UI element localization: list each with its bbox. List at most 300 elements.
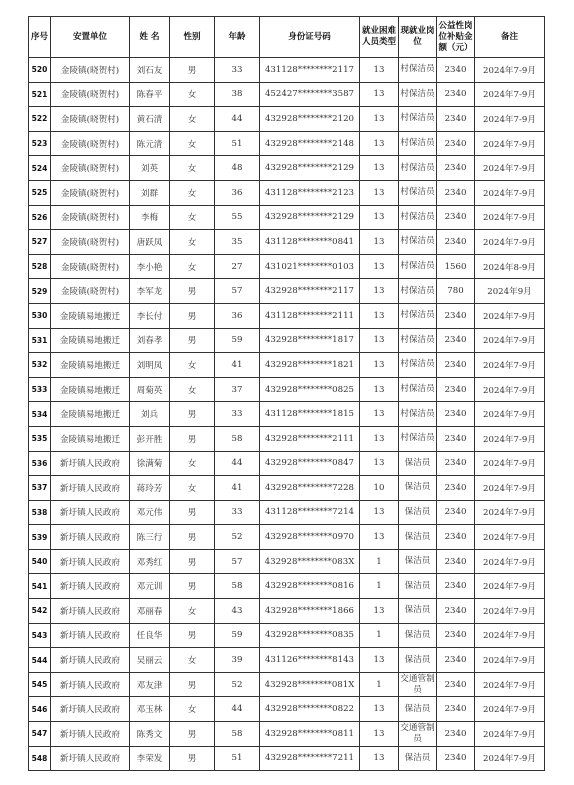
cell-age: 41 bbox=[215, 353, 260, 378]
cell-unit: 新圩镇人民政府 bbox=[51, 574, 130, 599]
cell-seq: 524 bbox=[29, 156, 51, 181]
cell-id-number: 452427********3587 bbox=[260, 82, 360, 107]
cell-post: 保洁员 bbox=[399, 648, 437, 673]
cell-post: 保洁员 bbox=[399, 476, 437, 501]
cell-age: 55 bbox=[215, 205, 260, 230]
cell-post: 村保洁员 bbox=[399, 107, 437, 132]
cell-age: 51 bbox=[215, 131, 260, 156]
cell-unit: 金陵镇易地搬迁 bbox=[51, 377, 130, 402]
cell-category: 13 bbox=[360, 377, 399, 402]
table-row bbox=[29, 746, 545, 771]
cell-post: 保洁员 bbox=[399, 697, 437, 722]
cell-name: 李军龙 bbox=[130, 279, 170, 304]
table-row bbox=[29, 525, 545, 550]
cell-name: 刘春孝 bbox=[130, 328, 170, 353]
cell-name: 吴丽云 bbox=[130, 648, 170, 673]
cell-note: 2024年7-9月 bbox=[475, 525, 545, 550]
cell-id-number: 432928********0811 bbox=[260, 722, 360, 747]
cell-post: 村保洁员 bbox=[399, 353, 437, 378]
cell-id-number: 432928********1866 bbox=[260, 599, 360, 624]
cell-id-number: 432928********081X bbox=[260, 672, 360, 697]
cell-subsidy: 2340 bbox=[437, 58, 475, 83]
cell-post: 保洁员 bbox=[399, 623, 437, 648]
table-row bbox=[29, 377, 545, 402]
table-row bbox=[29, 254, 545, 279]
cell-id-number: 432928********2120 bbox=[260, 107, 360, 132]
cell-id-number: 432928********2129 bbox=[260, 156, 360, 181]
cell-age: 52 bbox=[215, 525, 260, 550]
cell-subsidy: 2340 bbox=[437, 328, 475, 353]
cell-age: 36 bbox=[215, 303, 260, 328]
cell-subsidy: 2340 bbox=[437, 549, 475, 574]
cell-post: 保洁员 bbox=[399, 500, 437, 525]
cell-category: 13 bbox=[360, 82, 399, 107]
header-gender: 性别 bbox=[170, 17, 215, 58]
cell-note: 2024年7-9月 bbox=[475, 377, 545, 402]
cell-name: 徐满菊 bbox=[130, 451, 170, 476]
cell-unit: 金陵镇易地搬迁 bbox=[51, 353, 130, 378]
cell-post: 村保洁员 bbox=[399, 377, 437, 402]
cell-note: 2024年7-9月 bbox=[475, 180, 545, 205]
cell-note: 2024年7-9月 bbox=[475, 131, 545, 156]
cell-note: 2024年7-9月 bbox=[475, 476, 545, 501]
cell-name: 李小艳 bbox=[130, 254, 170, 279]
cell-id-number: 432928********0847 bbox=[260, 451, 360, 476]
cell-subsidy: 2340 bbox=[437, 476, 475, 501]
cell-age: 44 bbox=[215, 697, 260, 722]
table-row bbox=[29, 303, 545, 328]
cell-subsidy: 2340 bbox=[437, 131, 475, 156]
cell-name: 彭开胜 bbox=[130, 426, 170, 451]
cell-subsidy: 2340 bbox=[437, 426, 475, 451]
cell-id-number: 432928********2148 bbox=[260, 131, 360, 156]
cell-name: 陈春平 bbox=[130, 82, 170, 107]
cell-name: 刘石友 bbox=[130, 58, 170, 83]
cell-note: 2024年7-9月 bbox=[475, 722, 545, 747]
cell-post: 保洁员 bbox=[399, 574, 437, 599]
cell-seq: 535 bbox=[29, 426, 51, 451]
cell-note: 2024年7-9月 bbox=[475, 230, 545, 255]
cell-seq: 531 bbox=[29, 328, 51, 353]
cell-category: 13 bbox=[360, 205, 399, 230]
cell-post: 村保洁员 bbox=[399, 156, 437, 181]
cell-gender: 女 bbox=[170, 697, 215, 722]
cell-subsidy: 1560 bbox=[437, 254, 475, 279]
table-row bbox=[29, 107, 545, 132]
cell-gender: 男 bbox=[170, 672, 215, 697]
cell-category: 1 bbox=[360, 672, 399, 697]
cell-seq: 545 bbox=[29, 672, 51, 697]
cell-seq: 540 bbox=[29, 549, 51, 574]
cell-subsidy: 2340 bbox=[437, 402, 475, 427]
cell-id-number: 431126********8143 bbox=[260, 648, 360, 673]
cell-age: 33 bbox=[215, 58, 260, 83]
cell-unit: 金陵镇(晓贺村) bbox=[51, 156, 130, 181]
table-row bbox=[29, 328, 545, 353]
table-row bbox=[29, 230, 545, 255]
cell-category: 13 bbox=[360, 230, 399, 255]
cell-note: 2024年7-9月 bbox=[475, 426, 545, 451]
cell-seq: 526 bbox=[29, 205, 51, 230]
cell-seq: 543 bbox=[29, 623, 51, 648]
cell-category: 13 bbox=[360, 254, 399, 279]
cell-subsidy: 2340 bbox=[437, 353, 475, 378]
cell-gender: 男 bbox=[170, 549, 215, 574]
cell-name: 邓玉林 bbox=[130, 697, 170, 722]
cell-category: 13 bbox=[360, 58, 399, 83]
cell-category: 13 bbox=[360, 500, 399, 525]
cell-category: 13 bbox=[360, 131, 399, 156]
cell-subsidy: 2340 bbox=[437, 599, 475, 624]
table-row bbox=[29, 500, 545, 525]
cell-seq: 520 bbox=[29, 58, 51, 83]
cell-post: 交通管制员 bbox=[399, 722, 437, 747]
cell-gender: 女 bbox=[170, 353, 215, 378]
cell-age: 44 bbox=[215, 107, 260, 132]
cell-age: 43 bbox=[215, 599, 260, 624]
cell-age: 37 bbox=[215, 377, 260, 402]
cell-seq: 544 bbox=[29, 648, 51, 673]
cell-category: 13 bbox=[360, 451, 399, 476]
cell-post: 村保洁员 bbox=[399, 426, 437, 451]
table-row bbox=[29, 672, 545, 697]
cell-seq: 536 bbox=[29, 451, 51, 476]
cell-seq: 537 bbox=[29, 476, 51, 501]
cell-unit: 金陵镇(晓贺村) bbox=[51, 107, 130, 132]
cell-id-number: 432928********7228 bbox=[260, 476, 360, 501]
cell-unit: 新圩镇人民政府 bbox=[51, 549, 130, 574]
cell-gender: 男 bbox=[170, 426, 215, 451]
cell-id-number: 432928********2117 bbox=[260, 279, 360, 304]
table-row bbox=[29, 82, 545, 107]
cell-unit: 金陵镇易地搬迁 bbox=[51, 303, 130, 328]
table-row bbox=[29, 697, 545, 722]
cell-unit: 金陵镇易地搬迁 bbox=[51, 402, 130, 427]
cell-seq: 538 bbox=[29, 500, 51, 525]
personnel-table bbox=[28, 16, 545, 771]
cell-subsidy: 2340 bbox=[437, 377, 475, 402]
cell-note: 2024年7-9月 bbox=[475, 574, 545, 599]
cell-seq: 523 bbox=[29, 131, 51, 156]
cell-id-number: 432928********1817 bbox=[260, 328, 360, 353]
cell-category: 13 bbox=[360, 722, 399, 747]
cell-id-number: 432928********0822 bbox=[260, 697, 360, 722]
cell-gender: 女 bbox=[170, 254, 215, 279]
cell-seq: 539 bbox=[29, 525, 51, 550]
cell-gender: 女 bbox=[170, 451, 215, 476]
cell-subsidy: 2340 bbox=[437, 82, 475, 107]
cell-seq: 542 bbox=[29, 599, 51, 624]
cell-id-number: 431128********0841 bbox=[260, 230, 360, 255]
cell-category: 13 bbox=[360, 180, 399, 205]
cell-gender: 女 bbox=[170, 180, 215, 205]
table-row bbox=[29, 426, 545, 451]
cell-name: 周菊英 bbox=[130, 377, 170, 402]
header-id: 身份证号码 bbox=[260, 17, 360, 58]
cell-category: 1 bbox=[360, 623, 399, 648]
cell-id-number: 431128********2123 bbox=[260, 180, 360, 205]
cell-note: 2024年7-9月 bbox=[475, 549, 545, 574]
cell-unit: 新圩镇人民政府 bbox=[51, 476, 130, 501]
cell-age: 51 bbox=[215, 746, 260, 771]
table-row bbox=[29, 451, 545, 476]
cell-unit: 金陵镇(晓贺村) bbox=[51, 82, 130, 107]
table-row bbox=[29, 549, 545, 574]
cell-seq: 547 bbox=[29, 722, 51, 747]
cell-unit: 金陵镇(晓贺村) bbox=[51, 279, 130, 304]
cell-gender: 女 bbox=[170, 599, 215, 624]
cell-id-number: 431128********2111 bbox=[260, 303, 360, 328]
cell-id-number: 431021********0103 bbox=[260, 254, 360, 279]
cell-note: 2024年8-9月 bbox=[475, 254, 545, 279]
table-row bbox=[29, 623, 545, 648]
cell-gender: 男 bbox=[170, 574, 215, 599]
cell-post: 村保洁员 bbox=[399, 254, 437, 279]
cell-name: 李长付 bbox=[130, 303, 170, 328]
cell-name: 刘群 bbox=[130, 180, 170, 205]
cell-post: 保洁员 bbox=[399, 525, 437, 550]
cell-subsidy: 2340 bbox=[437, 574, 475, 599]
table-row bbox=[29, 58, 545, 83]
cell-note: 2024年7-9月 bbox=[475, 82, 545, 107]
table-row bbox=[29, 722, 545, 747]
cell-subsidy: 2340 bbox=[437, 746, 475, 771]
cell-id-number: 432928********2111 bbox=[260, 426, 360, 451]
cell-name: 刘兵 bbox=[130, 402, 170, 427]
table-row bbox=[29, 205, 545, 230]
cell-post: 村保洁员 bbox=[399, 328, 437, 353]
cell-category: 13 bbox=[360, 525, 399, 550]
cell-age: 48 bbox=[215, 156, 260, 181]
cell-subsidy: 2340 bbox=[437, 623, 475, 648]
cell-note: 2024年7-9月 bbox=[475, 500, 545, 525]
cell-post: 保洁员 bbox=[399, 746, 437, 771]
cell-post: 保洁员 bbox=[399, 599, 437, 624]
cell-id-number: 432928********1821 bbox=[260, 353, 360, 378]
cell-age: 57 bbox=[215, 279, 260, 304]
cell-post: 村保洁员 bbox=[399, 402, 437, 427]
header-seq: 序号 bbox=[29, 17, 51, 58]
cell-unit: 新圩镇人民政府 bbox=[51, 648, 130, 673]
cell-seq: 532 bbox=[29, 353, 51, 378]
cell-id-number: 432928********0835 bbox=[260, 623, 360, 648]
cell-unit: 金陵镇(晓贺村) bbox=[51, 205, 130, 230]
cell-gender: 女 bbox=[170, 82, 215, 107]
cell-unit: 新圩镇人民政府 bbox=[51, 451, 130, 476]
cell-category: 13 bbox=[360, 426, 399, 451]
cell-age: 41 bbox=[215, 476, 260, 501]
cell-unit: 新圩镇人民政府 bbox=[51, 623, 130, 648]
cell-post: 保洁员 bbox=[399, 451, 437, 476]
cell-post: 村保洁员 bbox=[399, 82, 437, 107]
cell-category: 10 bbox=[360, 476, 399, 501]
cell-subsidy: 2340 bbox=[437, 451, 475, 476]
cell-id-number: 431128********7214 bbox=[260, 500, 360, 525]
cell-id-number: 432928********0816 bbox=[260, 574, 360, 599]
cell-post: 村保洁员 bbox=[399, 303, 437, 328]
cell-subsidy: 2340 bbox=[437, 303, 475, 328]
cell-unit: 金陵镇(晓贺村) bbox=[51, 230, 130, 255]
cell-category: 13 bbox=[360, 353, 399, 378]
cell-gender: 男 bbox=[170, 303, 215, 328]
table-header-row bbox=[29, 17, 545, 58]
cell-subsidy: 2340 bbox=[437, 230, 475, 255]
cell-name: 任良华 bbox=[130, 623, 170, 648]
cell-seq: 546 bbox=[29, 697, 51, 722]
cell-seq: 525 bbox=[29, 180, 51, 205]
cell-age: 35 bbox=[215, 230, 260, 255]
cell-age: 58 bbox=[215, 574, 260, 599]
cell-subsidy: 2340 bbox=[437, 107, 475, 132]
cell-post: 村保洁员 bbox=[399, 230, 437, 255]
cell-note: 2024年7-9月 bbox=[475, 353, 545, 378]
cell-name: 李梅 bbox=[130, 205, 170, 230]
cell-category: 13 bbox=[360, 599, 399, 624]
cell-gender: 男 bbox=[170, 328, 215, 353]
cell-unit: 金陵镇(晓贺村) bbox=[51, 180, 130, 205]
cell-gender: 男 bbox=[170, 402, 215, 427]
cell-gender: 女 bbox=[170, 648, 215, 673]
cell-id-number: 432928********7211 bbox=[260, 746, 360, 771]
cell-category: 13 bbox=[360, 328, 399, 353]
header-name: 姓 名 bbox=[130, 17, 170, 58]
cell-name: 黄石清 bbox=[130, 107, 170, 132]
cell-name: 邓友津 bbox=[130, 672, 170, 697]
cell-name: 邓秀红 bbox=[130, 549, 170, 574]
cell-id-number: 432928********083X bbox=[260, 549, 360, 574]
header-category: 就业困难人员类型 bbox=[360, 17, 399, 58]
cell-id-number: 431128********1815 bbox=[260, 402, 360, 427]
header-subsidy: 公益性岗位补贴金额（元） bbox=[437, 17, 475, 58]
cell-subsidy: 2340 bbox=[437, 722, 475, 747]
cell-unit: 金陵镇易地搬迁 bbox=[51, 426, 130, 451]
cell-gender: 男 bbox=[170, 623, 215, 648]
cell-subsidy: 2340 bbox=[437, 156, 475, 181]
cell-note: 2024年7-9月 bbox=[475, 156, 545, 181]
cell-note: 2024年7-9月 bbox=[475, 451, 545, 476]
table-body bbox=[29, 58, 545, 771]
cell-post: 村保洁员 bbox=[399, 279, 437, 304]
cell-age: 57 bbox=[215, 549, 260, 574]
cell-seq: 548 bbox=[29, 746, 51, 771]
cell-age: 27 bbox=[215, 254, 260, 279]
cell-gender: 男 bbox=[170, 746, 215, 771]
cell-note: 2024年7-9月 bbox=[475, 599, 545, 624]
cell-name: 唐跃凤 bbox=[130, 230, 170, 255]
cell-note: 2024年7-9月 bbox=[475, 672, 545, 697]
cell-unit: 金陵镇(晓贺村) bbox=[51, 131, 130, 156]
cell-gender: 女 bbox=[170, 476, 215, 501]
cell-name: 邓元伟 bbox=[130, 500, 170, 525]
cell-seq: 529 bbox=[29, 279, 51, 304]
table-row bbox=[29, 574, 545, 599]
cell-seq: 533 bbox=[29, 377, 51, 402]
cell-age: 44 bbox=[215, 451, 260, 476]
cell-post: 村保洁员 bbox=[399, 180, 437, 205]
table-row bbox=[29, 353, 545, 378]
cell-unit: 新圩镇人民政府 bbox=[51, 697, 130, 722]
cell-category: 13 bbox=[360, 648, 399, 673]
cell-gender: 女 bbox=[170, 107, 215, 132]
cell-subsidy: 2340 bbox=[437, 180, 475, 205]
cell-seq: 534 bbox=[29, 402, 51, 427]
table-row bbox=[29, 180, 545, 205]
cell-age: 36 bbox=[215, 180, 260, 205]
cell-gender: 女 bbox=[170, 156, 215, 181]
cell-seq: 522 bbox=[29, 107, 51, 132]
cell-subsidy: 2340 bbox=[437, 500, 475, 525]
header-note: 备注 bbox=[475, 17, 545, 58]
cell-post: 村保洁员 bbox=[399, 205, 437, 230]
document-sheet bbox=[28, 16, 545, 771]
cell-unit: 金陵镇(晓贺村) bbox=[51, 58, 130, 83]
cell-subsidy: 2340 bbox=[437, 648, 475, 673]
cell-gender: 女 bbox=[170, 205, 215, 230]
header-post: 现就业岗位 bbox=[399, 17, 437, 58]
cell-gender: 男 bbox=[170, 58, 215, 83]
cell-age: 33 bbox=[215, 500, 260, 525]
cell-category: 13 bbox=[360, 303, 399, 328]
cell-age: 52 bbox=[215, 672, 260, 697]
cell-subsidy: 2340 bbox=[437, 672, 475, 697]
cell-unit: 新圩镇人民政府 bbox=[51, 525, 130, 550]
cell-gender: 男 bbox=[170, 722, 215, 747]
cell-age: 58 bbox=[215, 426, 260, 451]
cell-gender: 男 bbox=[170, 279, 215, 304]
cell-note: 2024年7-9月 bbox=[475, 402, 545, 427]
cell-note: 2024年7-9月 bbox=[475, 58, 545, 83]
table-row bbox=[29, 131, 545, 156]
cell-category: 13 bbox=[360, 156, 399, 181]
cell-post: 村保洁员 bbox=[399, 131, 437, 156]
cell-name: 陈元清 bbox=[130, 131, 170, 156]
cell-age: 33 bbox=[215, 402, 260, 427]
table-row bbox=[29, 402, 545, 427]
table-row bbox=[29, 279, 545, 304]
cell-unit: 新圩镇人民政府 bbox=[51, 500, 130, 525]
cell-name: 邓元训 bbox=[130, 574, 170, 599]
cell-subsidy: 780 bbox=[437, 279, 475, 304]
cell-gender: 男 bbox=[170, 500, 215, 525]
cell-subsidy: 2340 bbox=[437, 697, 475, 722]
cell-name: 刘英 bbox=[130, 156, 170, 181]
cell-seq: 528 bbox=[29, 254, 51, 279]
cell-age: 58 bbox=[215, 722, 260, 747]
table-row bbox=[29, 476, 545, 501]
cell-note: 2024年7-9月 bbox=[475, 648, 545, 673]
cell-unit: 金陵镇(晓贺村) bbox=[51, 254, 130, 279]
cell-subsidy: 2340 bbox=[437, 205, 475, 230]
table-row bbox=[29, 648, 545, 673]
cell-unit: 新圩镇人民政府 bbox=[51, 672, 130, 697]
cell-unit: 新圩镇人民政府 bbox=[51, 722, 130, 747]
cell-note: 2024年9月 bbox=[475, 279, 545, 304]
cell-note: 2024年7-9月 bbox=[475, 746, 545, 771]
cell-seq: 541 bbox=[29, 574, 51, 599]
cell-seq: 527 bbox=[29, 230, 51, 255]
cell-note: 2024年7-9月 bbox=[475, 623, 545, 648]
cell-unit: 金陵镇易地搬迁 bbox=[51, 328, 130, 353]
cell-post: 交通管制员 bbox=[399, 672, 437, 697]
cell-id-number: 431128********2117 bbox=[260, 58, 360, 83]
cell-gender: 女 bbox=[170, 230, 215, 255]
table-row bbox=[29, 599, 545, 624]
cell-gender: 女 bbox=[170, 377, 215, 402]
table-row bbox=[29, 156, 545, 181]
cell-age: 38 bbox=[215, 82, 260, 107]
cell-id-number: 432928********0970 bbox=[260, 525, 360, 550]
cell-unit: 新圩镇人民政府 bbox=[51, 599, 130, 624]
